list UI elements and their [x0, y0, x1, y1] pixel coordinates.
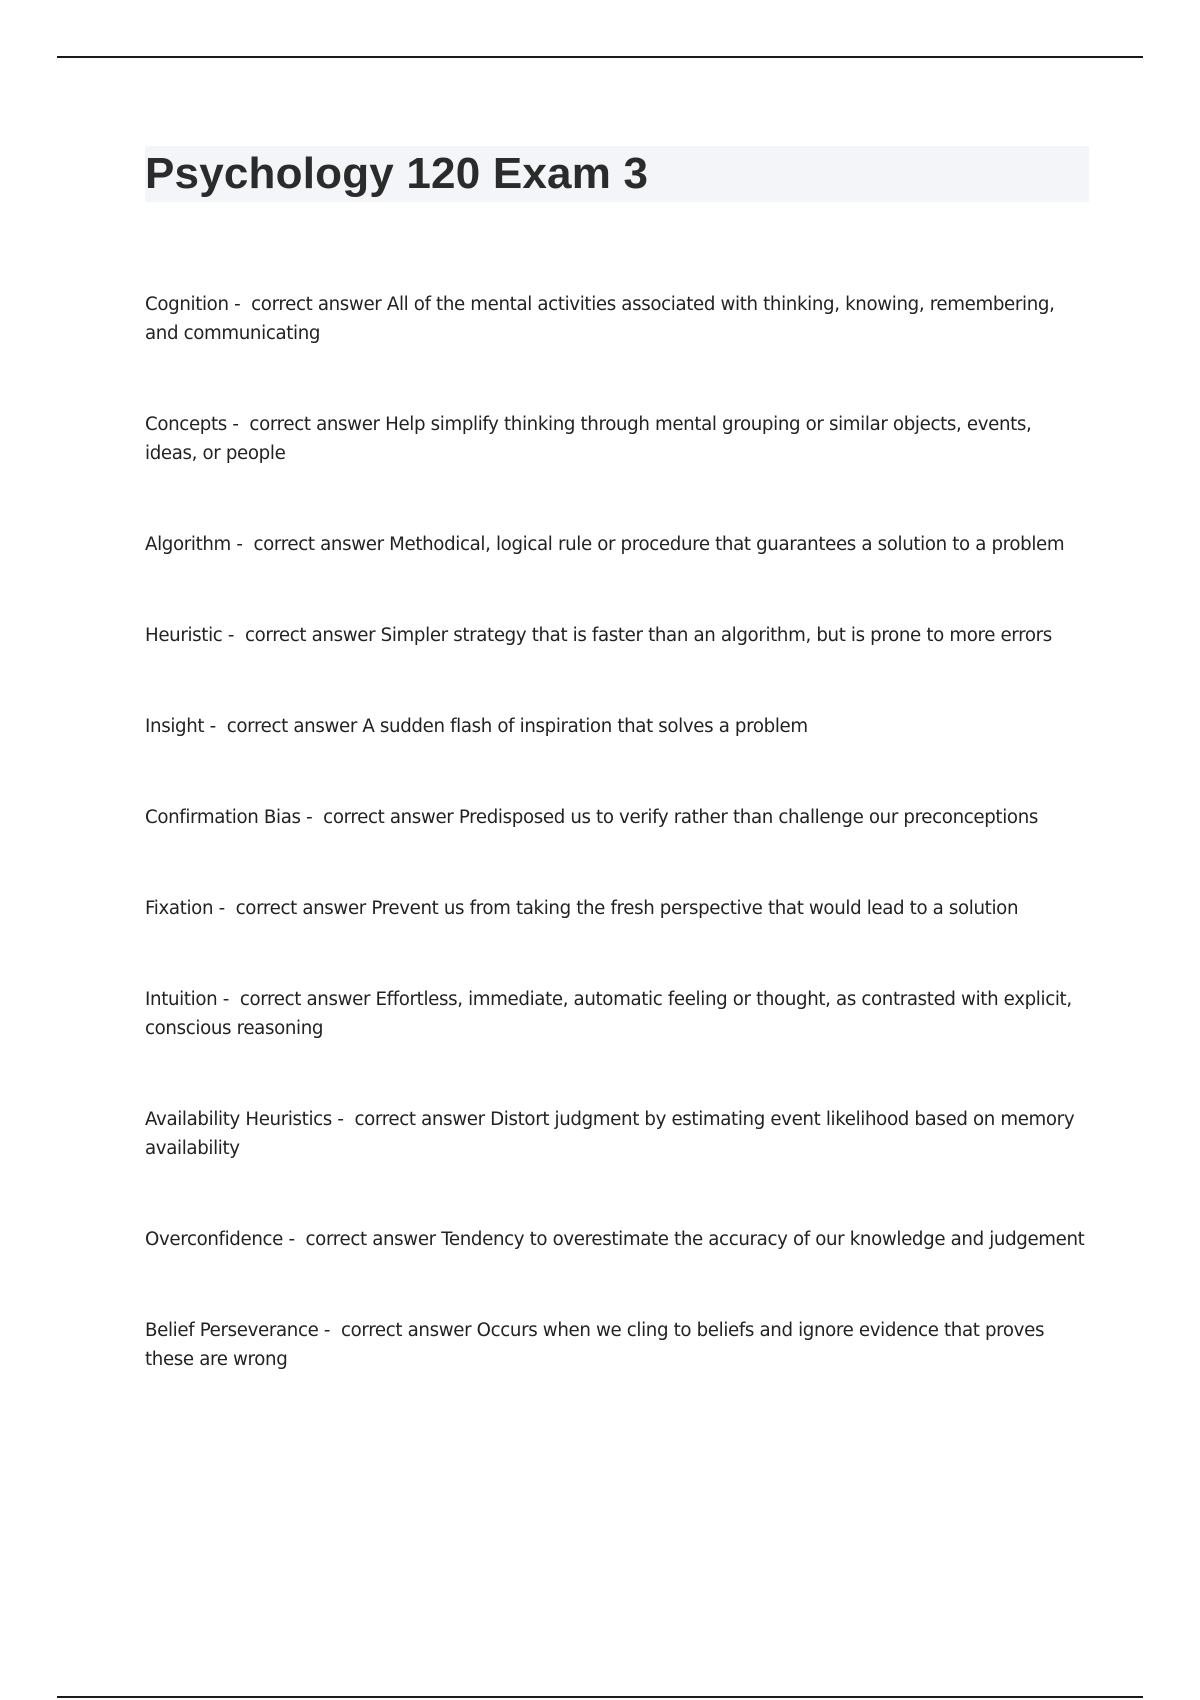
flashcard-entry [145, 1225, 1085, 1254]
flashcard-entry [145, 803, 1085, 832]
entry-term: Confirmation Bias [145, 807, 301, 828]
entry-answer-prefix: correct answer [354, 1109, 485, 1130]
entry-definition: Distort judgment by estimating event likelihood based on memory availability [145, 1109, 1075, 1159]
entry-separator: - [213, 898, 236, 919]
flashcard-list [145, 290, 1085, 1436]
flashcard-entry [145, 985, 1085, 1043]
entry-separator: - [283, 1229, 306, 1250]
entry-term: Fixation [145, 898, 214, 919]
entry-answer-prefix: correct answer [235, 898, 366, 919]
flashcard-entry [145, 530, 1085, 559]
entry-answer-prefix: correct answer [244, 625, 376, 646]
entry-separator: - [217, 989, 240, 1010]
entry-term: Overconfidence [145, 1229, 284, 1250]
flashcard-entry [145, 712, 1085, 741]
flashcard-entry [145, 410, 1085, 468]
entry-answer-prefix: correct answer [249, 414, 380, 435]
entry-answer-prefix: correct answer [253, 534, 384, 555]
flashcard-entry [145, 894, 1085, 923]
entry-definition: Tendency to overestimate the accuracy of our knowledge and judgement [441, 1229, 1085, 1250]
entry-term: Availability Heuristics [145, 1109, 332, 1130]
entry-answer-prefix: correct answer [226, 716, 357, 737]
entry-definition: Prevent us from taking the fresh perspective that would lead to a solution [371, 898, 1019, 919]
entry-separator: - [226, 414, 250, 435]
entry-definition: Effortless, immediate, automatic feeling or thought, as contrasted with explicit, conscious reasoning [145, 989, 1072, 1039]
entry-definition: A sudden flash of inspiration that solves a problem [362, 716, 808, 737]
entry-definition: Help simplify thinking through mental grouping or similar objects, events, ideas, or people [145, 414, 1032, 464]
entry-definition: All of the mental activities associated with thinking, knowing, remembering, and communicating [145, 294, 1055, 344]
entry-answer-prefix: correct answer [340, 1320, 472, 1341]
entry-separator: - [318, 1320, 341, 1341]
entry-definition: Methodical, logical rule or procedure that guarantees a solution to a problem [389, 534, 1065, 555]
entry-term: Intuition [145, 989, 218, 1010]
entry-term: Algorithm [145, 534, 231, 555]
entry-separator: - [204, 716, 227, 737]
entry-answer-prefix: correct answer [239, 989, 371, 1010]
entry-term: Insight [145, 716, 205, 737]
entry-separator: - [300, 807, 324, 828]
flashcard-entry [145, 1105, 1085, 1163]
entry-separator: - [222, 625, 245, 646]
entry-term: Concepts [145, 414, 227, 435]
bottom-rule [57, 1696, 1143, 1698]
entry-answer-prefix: correct answer [251, 294, 382, 315]
entry-definition: Occurs when we cling to beliefs and ignore evidence that proves these are wrong [145, 1320, 1045, 1370]
page-title: Psychology 120 Exam 3 [145, 149, 649, 198]
entry-separator: - [228, 294, 252, 315]
entry-answer-prefix: correct answer [305, 1229, 436, 1250]
flashcard-entry [145, 1316, 1085, 1374]
entry-answer-prefix: correct answer [323, 807, 454, 828]
entry-separator: - [230, 534, 254, 555]
entry-term: Cognition [145, 294, 229, 315]
entry-definition: Predisposed us to verify rather than challenge our preconceptions [458, 807, 1038, 828]
flashcard-entry [145, 290, 1085, 348]
entry-definition: Simpler strategy that is faster than an algorithm, but is prone to more errors [380, 625, 1052, 646]
entry-term: Heuristic [145, 625, 223, 646]
entry-separator: - [331, 1109, 355, 1130]
flashcard-entry [145, 621, 1085, 650]
top-rule [57, 56, 1143, 58]
entry-term: Belief Perseverance [145, 1320, 319, 1341]
